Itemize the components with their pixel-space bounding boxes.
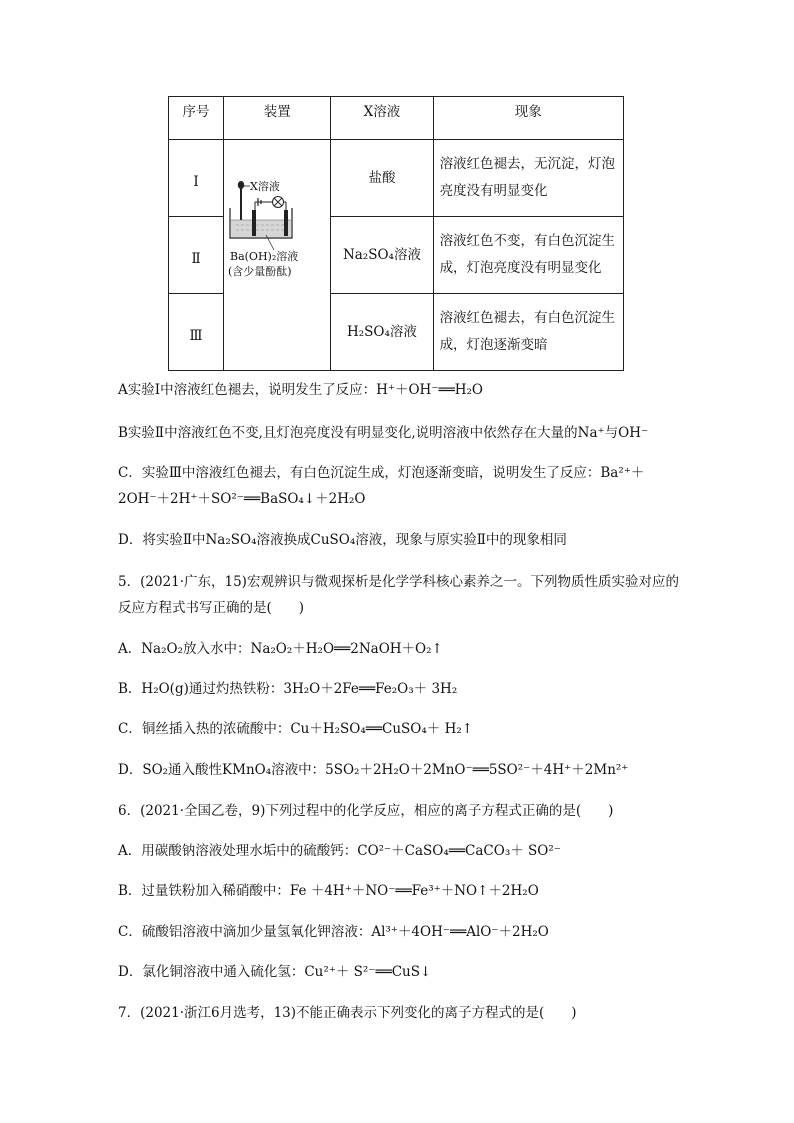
q5-stem-line2: 反应方程式书写正确的是( )	[118, 600, 305, 616]
q5-stem-line1: 5．(2021·广东，15)宏观辨识与微观探析是化学学科核心素养之一。下列物质性质实验对应的	[118, 574, 679, 590]
q4-option-a: A实验Ⅰ中溶液红色褪去，说明发生了反应：H⁺＋OH⁻══H₂O	[118, 382, 483, 398]
table-row	[169, 140, 624, 217]
label-baoh2-solution: Ba(OH)₂溶液	[230, 250, 299, 263]
q7-stem: 7．(2021·浙江6月选考，13)不能正确表示下列变化的离子方程式的是( )	[118, 1005, 577, 1021]
electrode-left	[252, 210, 256, 236]
row-x-solution: 盐酸	[331, 140, 433, 217]
row-x-solution: Na₂SO₄溶液	[331, 217, 433, 294]
row-x-solution: H₂SO₄溶液	[331, 294, 433, 371]
dropper-bulb	[238, 181, 244, 189]
header-device: 装置	[224, 97, 331, 140]
q5-option-d: D．SO₂通入酸性KMnO₄溶液中：5SO₂＋2H₂O＋2MnO⁻══5SO²⁻＋4H⁺＋2Mn²⁺	[118, 762, 629, 778]
table-header-row	[169, 97, 624, 140]
header-x-solution: X溶液	[331, 97, 433, 140]
solution-liquid	[231, 220, 291, 237]
q4-option-d: D．将实验Ⅱ中Na₂SO₄溶液换成CuSO₄溶液，现象与原实验Ⅱ中的现象相同	[118, 532, 567, 548]
row-phenomenon: 溶液红色不变，有白色沉淀生成，灯泡亮度没有明显变化	[433, 217, 623, 294]
q6-option-b: B．过量铁粉加入稀硝酸中：Fe ＋4H⁺＋NO⁻══Fe³⁺＋NO↑＋2H₂O	[118, 883, 539, 899]
label-x-solution: X溶液	[250, 180, 280, 193]
row-phenomenon: 溶液红色褪去，无沉淀，灯泡亮度没有明显变化	[433, 140, 623, 217]
q6-option-d: D．氯化铜溶液中通入硫化氢：Cu²⁺＋ S²⁻══CuS↓	[118, 964, 432, 980]
q5-option-a: A．Na₂O₂放入水中：Na₂O₂＋H₂O══2NaOH＋O₂↑	[118, 641, 443, 657]
q5-option-b: B．H₂O(g)通过灼热铁粉：3H₂O＋2Fe══Fe₂O₃＋ 3H₂	[118, 681, 458, 697]
device-diagram-cell	[224, 140, 331, 371]
dropper-tube	[240, 188, 242, 220]
row-seq: Ⅱ	[169, 217, 224, 294]
apparatus-diagram	[228, 180, 328, 290]
electrode-right	[284, 210, 288, 236]
q6-option-c: C．硫酸铝溶液中滴加少量氢氧化钾溶液：Al³⁺＋4OH⁻══AlO⁻＋2H₂O	[118, 924, 549, 940]
q4-option-c-line1: C．实验Ⅲ中溶液红色褪去，有白色沉淀生成，灯泡逐渐变暗，说明发生了反应：Ba²⁺＋	[118, 465, 645, 481]
row-phenomenon: 溶液红色褪去，有白色沉淀生成，灯泡逐渐变暗	[433, 294, 623, 371]
header-seq: 序号	[169, 97, 224, 140]
q5-option-c: C．铜丝插入热的浓硫酸中：Cu＋H₂SO₄══CuSO₄＋ H₂↑	[118, 721, 474, 737]
header-phenomenon: 现象	[433, 97, 623, 140]
row-seq: Ⅲ	[169, 294, 224, 371]
row-seq: Ⅰ	[169, 140, 224, 217]
q4-option-c-line2: 2OH⁻＋2H⁺＋SO²⁻══BaSO₄↓＋2H₂O	[118, 491, 366, 507]
label-phenolphthalein-note: (含少量酚酞)	[228, 265, 292, 278]
q4-option-b: B实验Ⅱ中溶液红色不变,且灯泡亮度没有明显变化,说明溶液中依然存在大量的Na⁺与OH⁻	[118, 425, 649, 441]
experiment-table	[168, 96, 624, 371]
q6-stem: 6．(2021·全国乙卷，9)下列过程中的化学反应，相应的离子方程式正确的是( )	[118, 803, 614, 819]
q6-option-a: A．用碳酸钠溶液处理水垢中的硫酸钙：CO²⁻＋CaSO₄══CaCO₃＋ SO²⁻	[118, 843, 561, 859]
